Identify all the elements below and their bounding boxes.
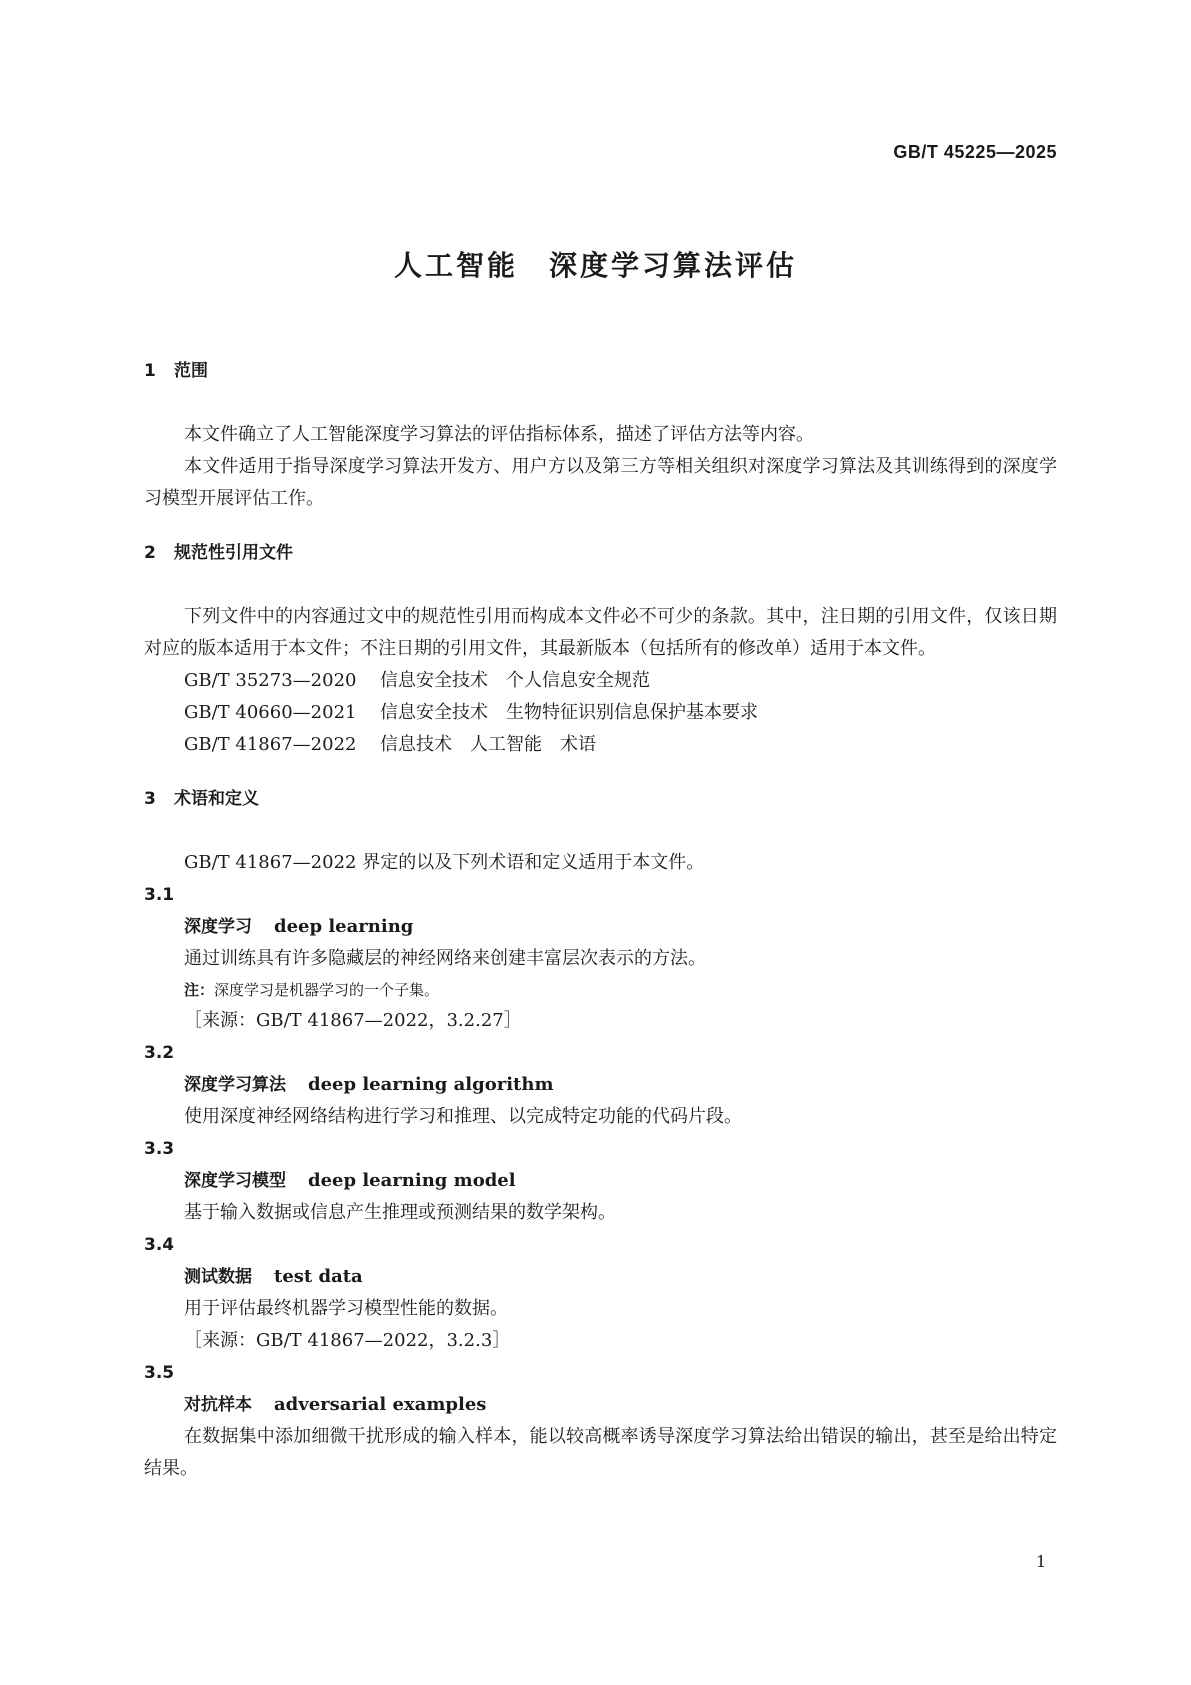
reference-code: GB/T 41867—2022 bbox=[184, 734, 357, 755]
term-definition: 基于输入数据或信息产生推理或预测结果的数学架构。 bbox=[184, 1202, 616, 1223]
term-zh: 深度学习 bbox=[184, 917, 252, 937]
term-entry bbox=[144, 1229, 1057, 1357]
term-name bbox=[144, 1261, 1057, 1293]
reference-code: GB/T 35273—2020 bbox=[184, 670, 357, 691]
reference-title: 信息技术 人工智能 术语 bbox=[380, 734, 596, 755]
reference-item bbox=[144, 729, 1057, 761]
term-definition: 使用深度神经网络结构进行学习和推理、以完成特定功能的代码片段。 bbox=[184, 1106, 742, 1127]
paragraph: 下列文件中的内容通过文中的规范性引用而构成本文件必不可少的条款。其中，注日期的引用文件，仅该日期对应的版本适用于本文件；不注日期的引用文件，其最新版本（包括所有的修改单）适用于本文件。 bbox=[144, 606, 1057, 659]
term-number: 3.4 bbox=[144, 1235, 175, 1255]
term-number: 3.2 bbox=[144, 1043, 175, 1063]
page-number: 1 bbox=[1036, 1552, 1047, 1571]
term-entry bbox=[144, 1357, 1057, 1485]
term-zh: 深度学习算法 bbox=[184, 1075, 286, 1095]
term-definition: 用于评估最终机器学习模型性能的数据。 bbox=[184, 1298, 508, 1319]
section-number: 2 bbox=[144, 543, 156, 563]
term-name bbox=[144, 1389, 1057, 1421]
term-number: 3.1 bbox=[144, 885, 175, 905]
section-terms-and-definitions bbox=[144, 783, 1057, 1485]
term-en: adversarial examples bbox=[274, 1394, 487, 1415]
term-name bbox=[144, 911, 1057, 943]
section-number: 3 bbox=[144, 789, 156, 809]
paragraph: 本文件确立了人工智能深度学习算法的评估指标体系，描述了评估方法等内容。 bbox=[184, 424, 814, 445]
term-zh: 测试数据 bbox=[184, 1267, 252, 1287]
term-definition: 通过训练具有许多隐藏层的神经网络来创建丰富层次表示的方法。 bbox=[184, 948, 706, 969]
note-label: 注： bbox=[184, 981, 215, 999]
section-title: 术语和定义 bbox=[174, 789, 259, 809]
term-en: test data bbox=[274, 1266, 363, 1287]
section-title: 范围 bbox=[174, 361, 208, 381]
reference-title: 信息安全技术 个人信息安全规范 bbox=[380, 670, 650, 691]
term-entry bbox=[144, 879, 1057, 1037]
paragraph: 本文件适用于指导深度学习算法开发方、用户方以及第三方等相关组织对深度学习算法及其训练得到的深度学习模型开展评估工作。 bbox=[144, 456, 1057, 509]
reference-item bbox=[144, 665, 1057, 697]
term-zh: 对抗样本 bbox=[184, 1395, 252, 1415]
document-body bbox=[144, 355, 1057, 1485]
term-number: 3.3 bbox=[144, 1139, 175, 1159]
term-zh: 深度学习模型 bbox=[184, 1171, 286, 1191]
term-definition: 在数据集中添加细微干扰形成的输入样本，能以较高概率诱导深度学习算法给出错误的输出，甚至是给出特定结果。 bbox=[144, 1426, 1057, 1479]
section-heading bbox=[144, 537, 1057, 569]
standard-number: GB/T 45225—2025 bbox=[893, 142, 1057, 162]
term-name bbox=[144, 1069, 1057, 1101]
section-title: 规范性引用文件 bbox=[174, 543, 293, 563]
term-note bbox=[144, 975, 1057, 1005]
note-text: 深度学习是机器学习的一个子集。 bbox=[214, 981, 440, 999]
term-number: 3.5 bbox=[144, 1363, 175, 1383]
term-entry bbox=[144, 1037, 1057, 1133]
document-title: 人工智能 深度学习算法评估 bbox=[393, 249, 797, 282]
reference-item bbox=[144, 697, 1057, 729]
reference-code: GB/T 40660—2021 bbox=[184, 702, 357, 723]
section-number: 1 bbox=[144, 361, 156, 381]
paragraph: GB/T 41867—2022 界定的以及下列术语和定义适用于本文件。 bbox=[184, 852, 705, 873]
term-source: ［来源：GB/T 41867—2022，3.2.3］ bbox=[184, 1330, 511, 1351]
section-scope bbox=[144, 355, 1057, 515]
term-en: deep learning bbox=[274, 916, 414, 937]
section-heading bbox=[144, 783, 1057, 815]
term-entry bbox=[144, 1133, 1057, 1229]
section-normative-references bbox=[144, 537, 1057, 761]
term-name bbox=[144, 1165, 1057, 1197]
term-en: deep learning model bbox=[308, 1170, 516, 1191]
reference-title: 信息安全技术 生物特征识别信息保护基本要求 bbox=[380, 702, 758, 723]
term-source: ［来源：GB/T 41867—2022，3.2.27］ bbox=[184, 1010, 522, 1031]
term-en: deep learning algorithm bbox=[308, 1074, 554, 1095]
section-heading bbox=[144, 355, 1057, 387]
